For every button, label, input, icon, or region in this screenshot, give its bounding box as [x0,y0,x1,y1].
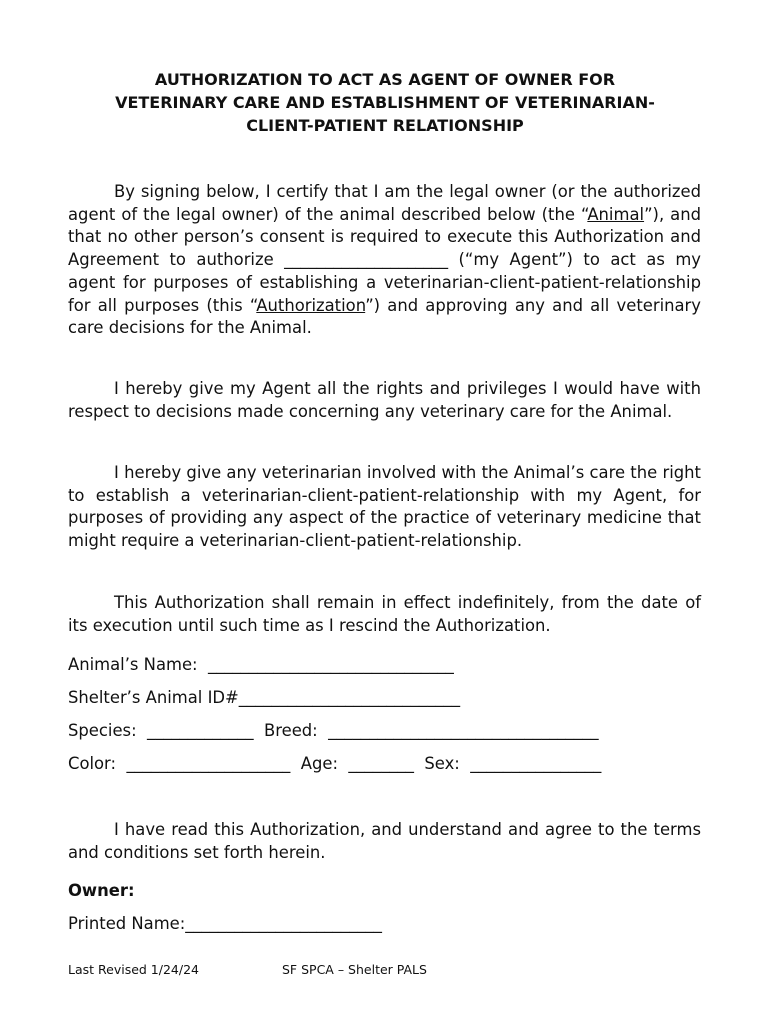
consent-text-c: ”) and approving any and all veterinary care decisions for the Animal. [68,295,701,338]
vcpr-text: I hereby give any veterinarian involved with the Animal’s care the right to establish a veterinarian-client-patient-relationship with my Agent, for purposes of providing any aspect of the practice of veterinary medicine that might require a veterinarian-client-patient-relationship. [68,463,701,551]
owner-label: Owner: [68,881,135,900]
consent-text-a: By signing below, I certify that I am the legal owner (or the authorized agent of the legal owner) of the animal described below (the “ [68,182,701,224]
duration-paragraph [68,592,701,637]
duration-text: This Authorization shall remain in effect indefinitely, from the date of its execution until such time as I rescind the Authorization. [68,593,701,635]
agreement-text: I have read this Authorization, and understand and agree to the terms and conditions set forth herein. [68,820,701,862]
color-age-sex-field[interactable]: Color: ____________________ Age: ________ Sex: ________________ [68,754,602,773]
consent-paragraph [68,181,701,340]
footer-revised: Last Revised 1/24/24 [68,962,199,977]
species-breed-field[interactable]: Species: _____________ Breed: _________________________________ [68,721,599,740]
printed-name-field[interactable]: Printed Name:________________________ [68,914,382,933]
consent-text-b: ”), and that no other person’s consent is required to execute this Authorization and Agreement to authorize ____________________ (“my Agent”) to act as my agent for purposes of establishing a veterinarian-client-patient-relationship for all purposes (this “ [68,204,701,315]
shelter-animal-id-field[interactable]: Shelter’s Animal ID#___________________________ [68,688,461,707]
footer-organization: SF SPCA – Shelter PALS [282,962,427,977]
animal-name-field[interactable]: Animal’s Name: ______________________________ [68,655,454,674]
vcpr-paragraph [68,462,701,553]
agent-rights-paragraph [68,378,701,423]
term-authorization: Authorization [256,295,366,315]
title-line-1: AUTHORIZATION TO ACT AS AGENT OF OWNER FOR [154,70,616,89]
document-title [60,68,710,137]
agreement-paragraph [68,819,701,864]
term-animal: Animal [587,204,645,224]
title-line-3: CLIENT-PATIENT RELATIONSHIP [246,116,524,135]
agent-rights-text: I hereby give my Agent all the rights and privileges I would have with respect to decisions made concerning any veterinary care for the Animal. [68,379,701,421]
title-line-2: VETERINARY CARE AND ESTABLISHMENT OF VETERINARIAN- [115,93,655,112]
